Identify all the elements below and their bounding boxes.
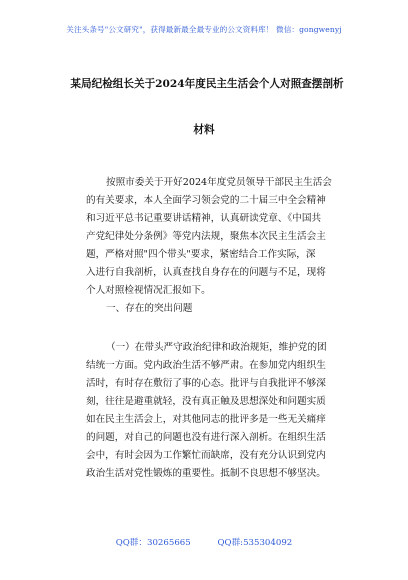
intro-line: 题，严格对照"四个带头"要求，紧密结合工作实际，深 xyxy=(86,249,316,260)
intro-line: 和习近平总书记重要讲话精神，认真研读党章、《中国共 xyxy=(86,213,322,224)
section-heading xyxy=(86,300,348,318)
intro-line: 个人对照检视情况汇报如下。 xyxy=(86,285,211,296)
document-title-continued: 材料 xyxy=(193,124,215,136)
qq-group-2: QQ群:535304092 xyxy=(217,538,293,548)
section1-line: 政治生活对党性锻炼的重要性。抵制不良思想不够坚决。 xyxy=(86,468,326,479)
section1-line: 会中，有时会因为工作繁忙而缺席，没有充分认识到党内 xyxy=(86,450,326,461)
intro-line: 按照市委关于开好2024年度党员领导干部民主生活会 xyxy=(106,177,332,188)
section1-line: 如在民主生活会上，对其他同志的批评多是一些无关痛痒 xyxy=(86,414,326,425)
document-title: 某局纪检组长关于2024年度民主生活会个人对照查摆剖析 xyxy=(70,78,344,90)
intro-line: 产党纪律处分条例》等党内法规，聚焦本次民主生活会主 xyxy=(86,231,326,242)
promo-banner: 关注头条号"公文研究"，获得最新最全最专业的公文资料库！ 微信：gongwenyj xyxy=(66,25,342,34)
section1-line: 的问题，对自己的问题也没有进行深入剖析。在组织生活 xyxy=(86,432,326,443)
section1-line: （一）在带头严守政治纪律和政治规矩，维护党的团 xyxy=(106,342,327,353)
section1-line: 活时，有时存在敷衍了事的心态。批评与自我批评不够深 xyxy=(86,378,326,389)
section1-paragraph xyxy=(86,339,348,483)
qq-group-1: QQ群：30265665 xyxy=(115,538,191,548)
intro-line: 入进行自我剖析，认真查找自身存在的问题与不足，现将 xyxy=(86,267,326,278)
section1-line: 刻，往往是避重就轻，没有真正触及思想深处和问题实质 xyxy=(86,396,326,407)
intro-paragraph xyxy=(86,174,348,300)
section1-line: 结统一方面。党内政治生活不够严肃。在参加党内组织生 xyxy=(86,360,326,371)
footer-contacts xyxy=(0,536,408,548)
intro-line: 的有关要求，本人全面学习领会党的二十届三中全会精神 xyxy=(86,195,326,206)
section1-heading: 一、存在的突出问题 xyxy=(106,303,193,314)
